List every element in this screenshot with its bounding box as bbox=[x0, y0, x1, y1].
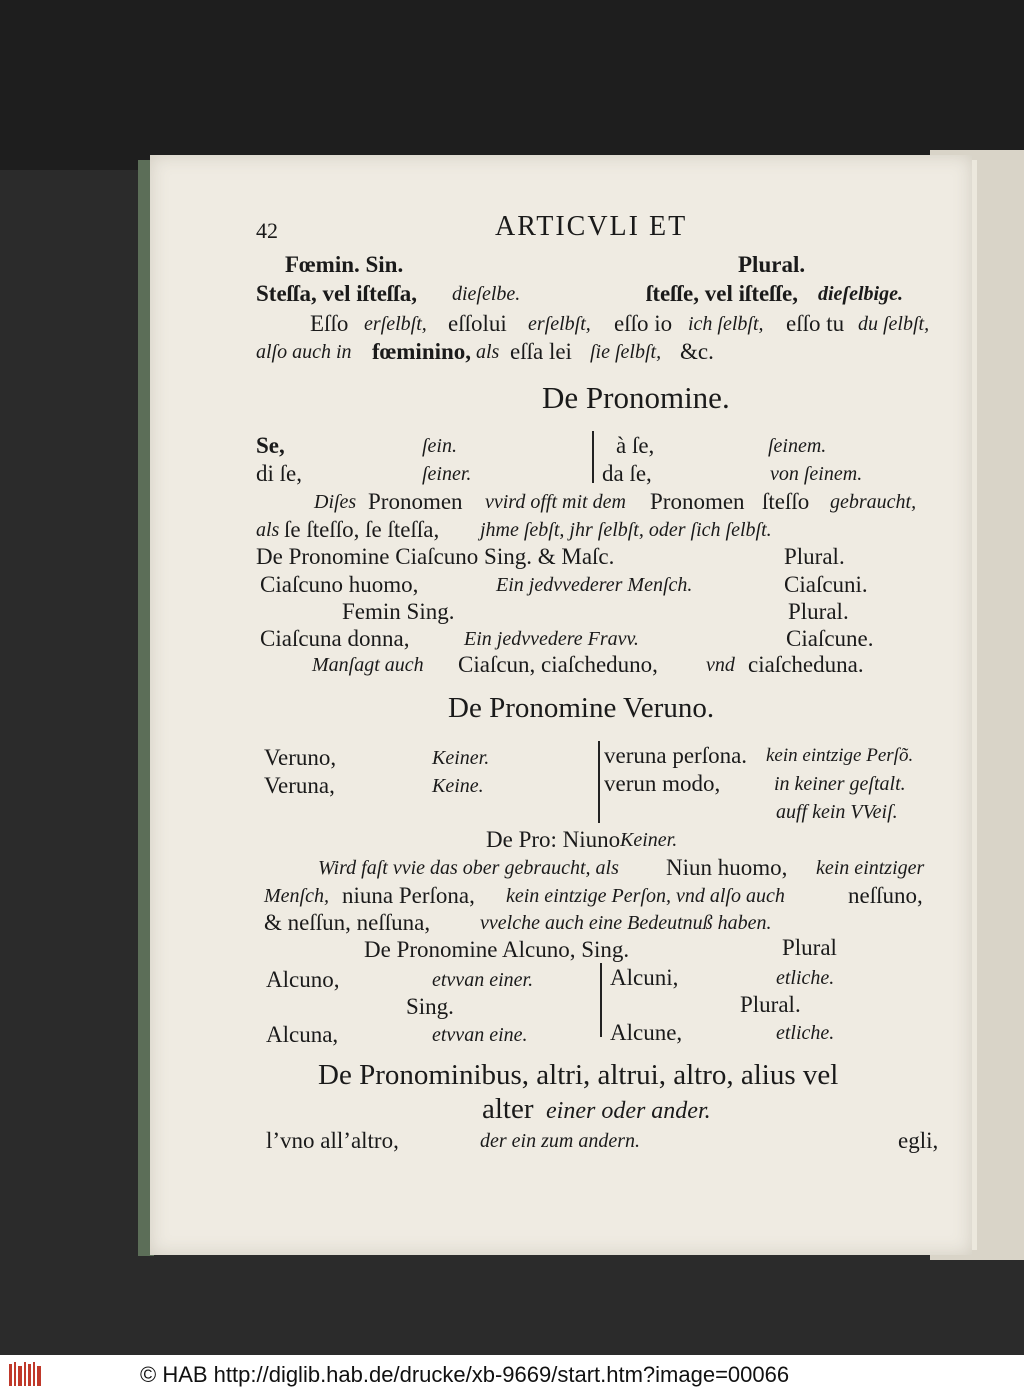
text: dieſelbige. bbox=[818, 283, 903, 305]
scan-background bbox=[0, 0, 1024, 170]
text: Pronomen bbox=[368, 489, 463, 514]
text: ich ſelbſt, bbox=[688, 313, 764, 335]
text: gebraucht, bbox=[830, 491, 917, 513]
text: niuna Perſona, bbox=[342, 883, 475, 908]
text: Ciaſcuna donna, bbox=[260, 626, 410, 651]
text: Ein jedvvedere Fravv. bbox=[464, 628, 639, 650]
text: vnd bbox=[706, 654, 735, 676]
text: Ein jedvvederer Menſch. bbox=[496, 574, 693, 596]
text: Plural. bbox=[738, 252, 806, 277]
text: neſſuno, bbox=[848, 883, 923, 908]
text: Diſes bbox=[314, 491, 357, 513]
column-divider bbox=[598, 741, 600, 823]
text: ſteſſo bbox=[762, 489, 810, 514]
text: Keine. bbox=[432, 775, 484, 797]
text: l’vno all’altro, bbox=[266, 1128, 399, 1153]
text: Keiner. bbox=[620, 829, 678, 851]
book-page bbox=[150, 155, 972, 1255]
text: vvird offt mit dem bbox=[485, 491, 626, 513]
text: verun modo, bbox=[604, 771, 721, 796]
text: Keiner. bbox=[432, 747, 490, 769]
section-heading-translation: einer oder ander. bbox=[546, 1098, 711, 1124]
text: kein eintzige Perſon, vnd alſo auch bbox=[506, 885, 785, 907]
text: du ſelbſt, bbox=[858, 313, 930, 335]
text: von ſeinem. bbox=[770, 463, 863, 485]
text: De Pronomine Ciaſcuno Sing. & Maſc. bbox=[256, 544, 615, 569]
text: etliche. bbox=[776, 967, 835, 989]
text: dieſelbe. bbox=[452, 283, 521, 305]
text: etliche. bbox=[776, 1022, 835, 1044]
library-logo-icon bbox=[6, 1358, 46, 1390]
text: Plural. bbox=[740, 992, 801, 1017]
text: vvelche auch eine Bedeutnuß haben. bbox=[480, 912, 772, 934]
text: Alcune, bbox=[610, 1020, 683, 1045]
text: di ſe, bbox=[256, 461, 302, 486]
text: Plural. bbox=[788, 599, 849, 624]
text: ſe ſteſſo, ſe ſteſſa, bbox=[284, 517, 440, 542]
text: jhme ſebſt, jhr ſelbſt, oder ſich ſelbſt. bbox=[480, 519, 772, 541]
text: alſo auch in bbox=[256, 341, 352, 363]
text: ciaſcheduna. bbox=[748, 652, 864, 677]
text: Plural. bbox=[784, 544, 845, 569]
text: als bbox=[476, 341, 500, 363]
text: Ciaſcuni. bbox=[784, 572, 868, 597]
text: der ein zum andern. bbox=[480, 1130, 640, 1152]
text: ſteſſe, vel iſteſſe, bbox=[646, 281, 798, 306]
text: Fœmin. Sin. bbox=[285, 252, 404, 277]
text: Alcuno, bbox=[266, 967, 340, 992]
text: Wird faſt vvie das ober gebraucht, als bbox=[318, 857, 619, 879]
column-divider bbox=[600, 963, 602, 1037]
text: als bbox=[256, 519, 280, 541]
text: & neſſun, neſſuna, bbox=[264, 910, 431, 935]
text: Veruna, bbox=[264, 773, 335, 798]
text: Alcuna, bbox=[266, 1022, 339, 1047]
text: Sing. bbox=[406, 994, 454, 1019]
text: ſeinem. bbox=[768, 435, 827, 457]
text: eſſo io bbox=[614, 311, 673, 336]
text: ſeiner. bbox=[422, 463, 472, 485]
text: auff kein VVeiſ. bbox=[776, 801, 898, 823]
text: etvvan einer. bbox=[432, 969, 534, 991]
text: Niun huomo, bbox=[666, 855, 788, 880]
text: Ciaſcun, ciaſcheduno, bbox=[458, 652, 658, 677]
text: à ſe, bbox=[616, 433, 655, 458]
section-heading: De Pronomine Veruno. bbox=[448, 692, 715, 724]
copyright-link[interactable]: © HAB http://diglib.hab.de/drucke/xb-9669/start.htm?image=00066 bbox=[140, 1362, 790, 1387]
text: eſſo tu bbox=[786, 311, 845, 336]
page-number: 42 bbox=[256, 218, 278, 243]
text: Veruno, bbox=[264, 745, 337, 770]
text: ſie ſelbſt, bbox=[590, 341, 662, 363]
catchword: egli, bbox=[898, 1128, 939, 1153]
text: De Pronomine Alcuno, Sing. bbox=[364, 937, 630, 962]
text: erſelbſt, bbox=[528, 313, 591, 335]
text: fœminino, bbox=[372, 339, 472, 364]
section-heading: De Pronomine. bbox=[542, 380, 730, 415]
text: Plural bbox=[782, 935, 837, 960]
text: Ciaſcune. bbox=[786, 626, 874, 651]
text: eſſolui bbox=[448, 311, 507, 336]
section-heading: alter bbox=[482, 1093, 534, 1125]
text: veruna perſona. bbox=[604, 743, 748, 768]
text: De Pro: Niuno bbox=[486, 827, 621, 852]
running-head: ARTICVLI ET bbox=[495, 211, 688, 242]
text: Femin Sing. bbox=[342, 599, 455, 624]
text: Steſſa, vel iſteſſa, bbox=[256, 281, 417, 306]
column-divider bbox=[592, 431, 594, 483]
text: Pronomen bbox=[650, 489, 745, 514]
text: Menſch, bbox=[264, 885, 329, 907]
text: eſſa lei bbox=[510, 339, 572, 364]
text: da ſe, bbox=[602, 461, 652, 486]
text: ſein. bbox=[422, 435, 457, 457]
text: in keiner geſtalt. bbox=[774, 773, 906, 795]
text: Eſſo bbox=[310, 311, 349, 336]
text: Alcuni, bbox=[610, 965, 679, 990]
text: kein eintziger bbox=[816, 857, 925, 879]
section-heading: De Pronominibus, altri, altrui, altro, alius vel bbox=[318, 1059, 839, 1091]
text: &c. bbox=[680, 339, 714, 364]
text: erſelbſt, bbox=[364, 313, 427, 335]
text: Ciaſcuno huomo, bbox=[260, 572, 419, 597]
text: kein eintzige Perſõ. bbox=[766, 745, 914, 766]
text: etvvan eine. bbox=[432, 1024, 528, 1046]
text: Se, bbox=[256, 433, 285, 458]
text: Manſagt auch bbox=[312, 654, 424, 676]
